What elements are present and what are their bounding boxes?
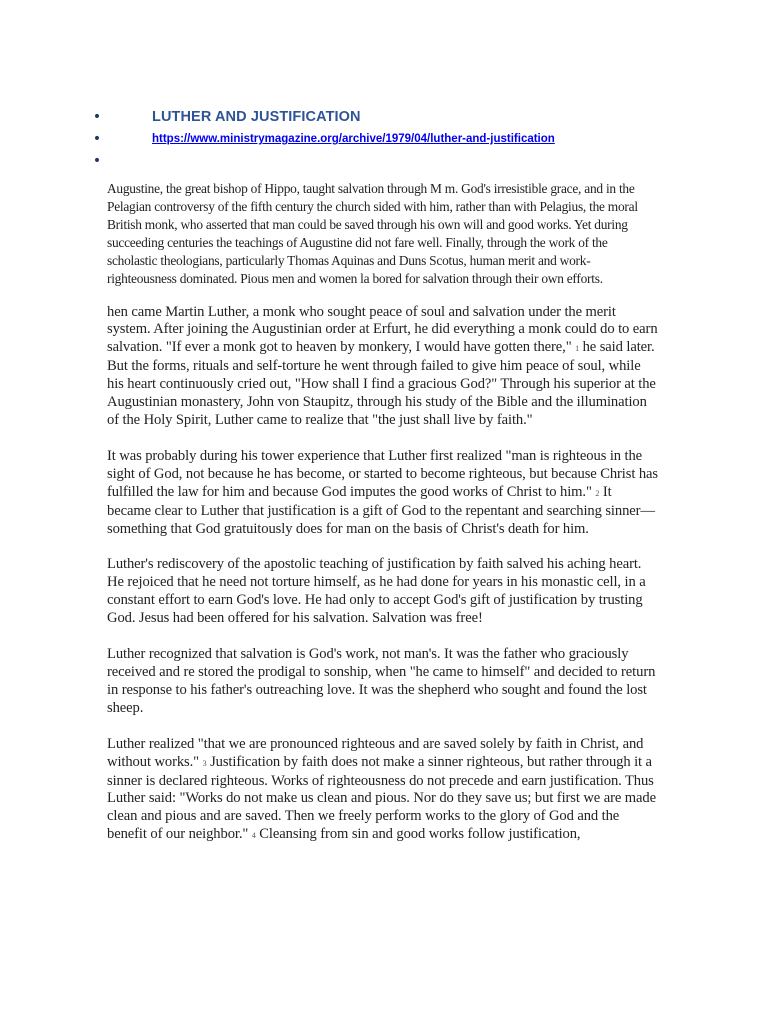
bullet-icon: • (92, 153, 102, 169)
paragraph-4: Luther's rediscovery of the apostolic teaching of justification by faith salved his aching heart. He rejoiced that he need not torture himself, as he had done for years in his monastic cell, in a constant effort to earn God's love. He had only to accept God's gift of justification by trusting God. Jesus had been offered for his salvation. Salvation was free! (107, 556, 646, 627)
bullet-icon: • (92, 131, 102, 147)
paragraph-6-text-a: Luther realized "that we are pronounced righteous and are saved solely by faith in Christ, and without works." (107, 735, 644, 770)
bullet-icon: • (92, 109, 102, 125)
paragraph-3 (107, 448, 659, 539)
paragraph-1: Augustine, the great bishop of Hippo, taught salvation through M m. God's irresistible grace, and in the Pelagian controversy of the fifth century the church sided with him, rather than with Pelagius, the moral British monk, who asserted that man could be saved through his own will and good works. Yet during succeeding centuries the teachings of Augustine did not fare well. Finally, through the work of the scholastic theologians, particularly Thomas Aquinas and Duns Scotus, human merit and work-righteousness dominated. Pious men and women la bored for salvation through their own efforts. (107, 181, 638, 287)
paragraph-2 (107, 304, 659, 430)
paragraph-3-text-b: It became clear to Luther that justification is a gift of God to the repentant and searching sinner—something that God gratuitously does for man on the basis of Christ's death for him. (107, 483, 655, 537)
paragraph-3-text-a: It was probably during his tower experience that Luther first realized "man is righteous in the sight of God, not because he has become, or started to become righteous, but because Christ has fulfilled the law for him and because God imputes the good works of Christ to him." (107, 447, 658, 500)
header-bullet-list (0, 106, 768, 172)
paragraph-6-text-b: Justification by faith does not make a sinner righteous, but rather through it a sinner is declared righteous. Works of righteousness do not precede and earn justification. Thus Luther said: "Works do not make us clean and pious. Nor do they save us; but first we are made clean and pious and are saved. Then we freely perform works to the glory of God and the benefit of our neighbor." (107, 753, 656, 843)
page-title: LUTHER AND JUSTIFICATION (152, 109, 361, 125)
paragraph-6 (107, 736, 659, 845)
footnote-marker: 4 (251, 831, 256, 841)
paragraph-5: Luther recognized that salvation is God's work, not man's. It was the father who graciously received and re stored the prodigal to sonship, when "he came to himself" and decided to return in response to his father's outreaching love. It was the shepherd who sought and found the lost sheep. (107, 646, 656, 716)
footnote-marker: 3 (202, 758, 207, 768)
article-body (107, 180, 659, 863)
paragraph-2-text-a: hen came Martin Luther, a monk who sought peace of soul and salvation under the merit system. After joining the Augustinian order at Erfurt, he did everything a monk could do to earn salvation. "If ever a monk got to heaven by monkery, I would have gotten there," (107, 303, 658, 356)
bullet-item-title (0, 106, 768, 128)
footnote-marker: 1 (575, 344, 580, 354)
bullet-item-link (0, 128, 768, 150)
bullet-item-empty (0, 150, 768, 172)
footnote-marker: 2 (595, 488, 600, 498)
source-link[interactable]: https://www.ministrymagazine.org/archive/1979/04/luther-and-justification (152, 133, 555, 145)
paragraph-6-text-c: Cleansing from sin and good works follow justification, (259, 826, 581, 843)
paragraph-2-text-b: he said later. But the forms, rituals and self-torture he went through failed to give him peace of soul, while his heart continuously cried out, "How shall I find a gracious God?" Through his superior at the Augustinian monastery, John von Staupitz, through his study of the Bible and the illumination of the Holy Spirit, Luther came to realize that "the just shall live by faith." (107, 339, 656, 428)
